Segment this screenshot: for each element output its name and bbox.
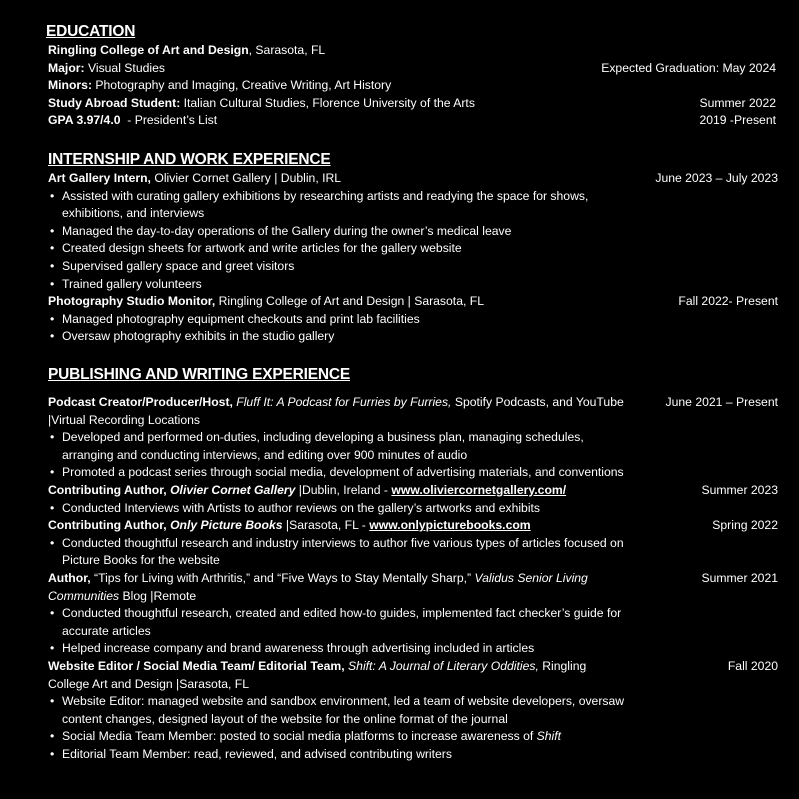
- podcast-title-line: Podcast Creator/Producer/Host, Fluff It: A Podcast for Furries by Furries, Spotify Podcasts, and YouTube |Virtual Recording Locations June 2021 – Present: [48, 395, 778, 427]
- podcast-bullets: [48, 429, 778, 482]
- job-title-line: Art Gallery Intern, Olivier Cornet Gallery | Dublin, IRL June 2023 – July 2023: [48, 170, 778, 188]
- opb-link[interactable]: www.onlypicturebooks.com: [369, 518, 531, 533]
- list-item: • Conducted Interviews with Artists to author reviews on the gallery’s artworks and exhibits: [50, 500, 778, 518]
- list-item: • Oversaw photography exhibits in the studio gallery: [50, 328, 778, 346]
- shift-date: Fall 2020: [727, 658, 778, 673]
- major-line: Major: Visual Studies Expected Graduation: May 2024: [48, 60, 776, 78]
- list-item: • Supervised gallery space and greet visitors: [50, 258, 778, 276]
- opb-title-line: Contributing Author, Only Picture Books |Sarasota, FL - www.onlypicturebooks.com Spring 2022: [48, 517, 778, 535]
- job-date: Fall 2022- Present: [678, 294, 778, 309]
- publishing-heading: PUBLISHING AND WRITING EXPERIENCE: [48, 366, 350, 383]
- education-heading: EDUCATION: [46, 23, 136, 40]
- shift-bullets: [48, 693, 778, 763]
- list-item: • Managed the day-to-day operations of the Gallery during the owner’s medical leave: [50, 223, 778, 241]
- ocg-bullets: [48, 500, 778, 518]
- validus-bullets: [48, 605, 778, 658]
- list-item: • Managed photography equipment checkouts and print lab facilities: [50, 311, 778, 329]
- list-item: • Developed and performed on-duties, including developing a business plan, managing schedules, arranging and conducting interviews, and editing over 900 minutes of audio: [50, 429, 778, 464]
- opb-date: Spring 2022: [712, 518, 778, 533]
- job-bullets: [48, 188, 778, 294]
- abroad-line: Study Abroad Student: Italian Cultural Studies, Florence University of the Arts Summer 2022: [48, 95, 776, 113]
- list-item: • Social Media Team Member: posted to social media platforms to increase awareness of Shift: [50, 728, 778, 746]
- job-date: June 2023 – July 2023: [655, 171, 778, 185]
- ocg-date: Summer 2023: [701, 482, 778, 497]
- podcast-date: June 2021 – Present: [665, 395, 778, 409]
- list-item: • Created design sheets for artwork and write articles for the gallery website: [50, 240, 778, 258]
- list-item: • Website Editor: managed website and sandbox environment, led a team of website developers, oversaw content changes, designed layout of the website for the online format of the journal: [50, 693, 778, 728]
- list-item: • Conducted thoughtful research and industry interviews to author five various types of articles focused on Picture Books for the website: [50, 535, 778, 570]
- opb-bullets: [48, 535, 778, 570]
- list-item: • Trained gallery volunteers: [50, 276, 778, 294]
- job-bullets: [48, 311, 778, 346]
- list-item: • Conducted thoughtful research, created and edited how-to guides, implemented fact checker’s guide for accurate articles: [50, 605, 778, 640]
- education-section: [46, 22, 776, 130]
- list-item: • Helped increase company and brand awareness through advertising included in articles: [50, 640, 778, 658]
- job-title-line: Photography Studio Monitor, Ringling College of Art and Design | Sarasota, FL Fall 2022- Present: [48, 293, 778, 311]
- list-item: • Editorial Team Member: read, reviewed, and advised contributing writers: [50, 746, 778, 764]
- shift-title-line: Website Editor / Social Media Team/ Editorial Team, Shift: A Journal of Literary Oddities, Ringling College Art and Design |Sarasota, FL Fall 2020: [48, 658, 778, 691]
- list-item: • Assisted with curating gallery exhibitions by researching artists and readying the space for shows, exhibitions, and interviews: [50, 188, 778, 223]
- work-heading: INTERNSHIP AND WORK EXPERIENCE: [48, 151, 331, 168]
- school-line: Ringling College of Art and Design, Sarasota, FL: [48, 43, 326, 57]
- work-section: [48, 150, 778, 346]
- abroad-date: Summer 2022: [699, 95, 776, 110]
- gpa-date: 2019 -Present: [699, 113, 776, 128]
- validus-date: Summer 2021: [701, 570, 778, 585]
- publishing-section: [48, 365, 778, 763]
- ocg-title-line: Contributing Author, Olivier Cornet Gallery |Dublin, Ireland - www.oliviercornetgallery.com/ Summer 2023: [48, 482, 778, 500]
- gpa-line: GPA 3.97/4.0 - President’s List 2019 -Present: [48, 112, 776, 130]
- ocg-link[interactable]: www.oliviercornetgallery.com/: [391, 482, 567, 497]
- minors-line: Minors: Photography and Imaging, Creative Writing, Art History: [48, 78, 392, 93]
- list-item: • Promoted a podcast series through social media, development of advertising materials, and conventions: [50, 464, 778, 482]
- graduation-date: Expected Graduation: May 2024: [601, 60, 776, 75]
- validus-title-line: Author, “Tips for Living with Arthritis,” and “Five Ways to Stay Mentally Sharp,” Validus Senior Living Communities Blog |Remote Summer 2021: [48, 570, 778, 603]
